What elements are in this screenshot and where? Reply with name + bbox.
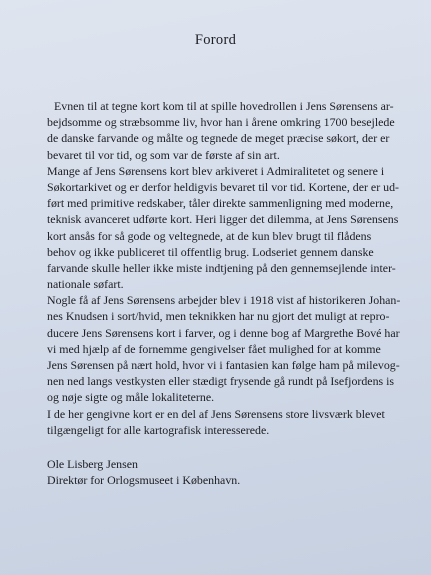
text-line: I de her gengivne kort er en del af Jens Sørensens store livsværk blevet <box>47 406 385 421</box>
text-line: ducere Jens Sørensens kort i farver, og i denne bog af Margrethe Bové har <box>47 325 400 340</box>
text-line: behov og ikke publiceret til offentlig brug. Lodseriet gennem danske <box>47 244 374 259</box>
text-line: ført med primitive redskaber, tåler direkte sammenligning med moderne, <box>47 196 394 211</box>
text-line: nen ned langs vestkysten eller stædigt frysende gå rundt på Isefjordens is <box>47 374 395 389</box>
text-line: Evnen til at tegne kort kom til at spille hovedrollen i Jens Sørensens ar- <box>54 99 394 113</box>
text-line: de danske farvande og målte og tegnede de meget præcise søkort, der er <box>47 131 390 146</box>
text-line: og nøje sigte og måle lokaliteterne. <box>47 390 215 405</box>
page-title: Forord <box>194 32 237 48</box>
text-line: kort ansås for så gode og veltegnede, at de kun blev brugt til flådens <box>47 228 372 243</box>
text-line: Søkortarkivet og er derfor heldigvis bevaret til vor tid. Kortene, der er ud- <box>47 179 399 194</box>
text-line: teknisk avanceret udførte kort. Heri ligger det dilemma, at Jens Sørensens <box>47 212 399 227</box>
text-line: bejdsomme og stræbsomme liv, hvor han i årene omkring 1700 besejlede <box>47 115 395 130</box>
text-line: bevaret til vor tid, og som var de første af sin art. <box>47 147 280 162</box>
text-line: farvande skulle heller ikke miste indtjening på den gennemsejlende inter- <box>47 260 396 275</box>
text-line: Mange af Jens Sørensens kort blev arkiveret i Admiralitetet og senere i <box>47 163 385 178</box>
text-line: Jens Sørensen på nært hold, hvor vi i fantasien kan følge ham på milevog- <box>47 358 400 372</box>
signature-name: Ole Lisberg Jensen <box>47 457 138 471</box>
signature-block <box>47 456 240 488</box>
signature-role: Direktør for Orlogsmuseet i København. <box>47 473 241 488</box>
text-line: nes Knudsen i sort/hvid, men teknikken har nu gjort det muligt at repro- <box>47 309 390 324</box>
text-line: nationale søfart. <box>47 277 124 292</box>
text-line: tilgængeligt for alle kartografisk interesserede. <box>47 422 270 437</box>
text-line: vi med hjælp af de fornemme gengivelser fået mulighed for at komme <box>47 341 381 356</box>
preface-body <box>47 98 431 438</box>
text-line: Nogle få af Jens Sørensens arbejder blev i 1918 vist af historikeren Johan- <box>47 293 401 308</box>
